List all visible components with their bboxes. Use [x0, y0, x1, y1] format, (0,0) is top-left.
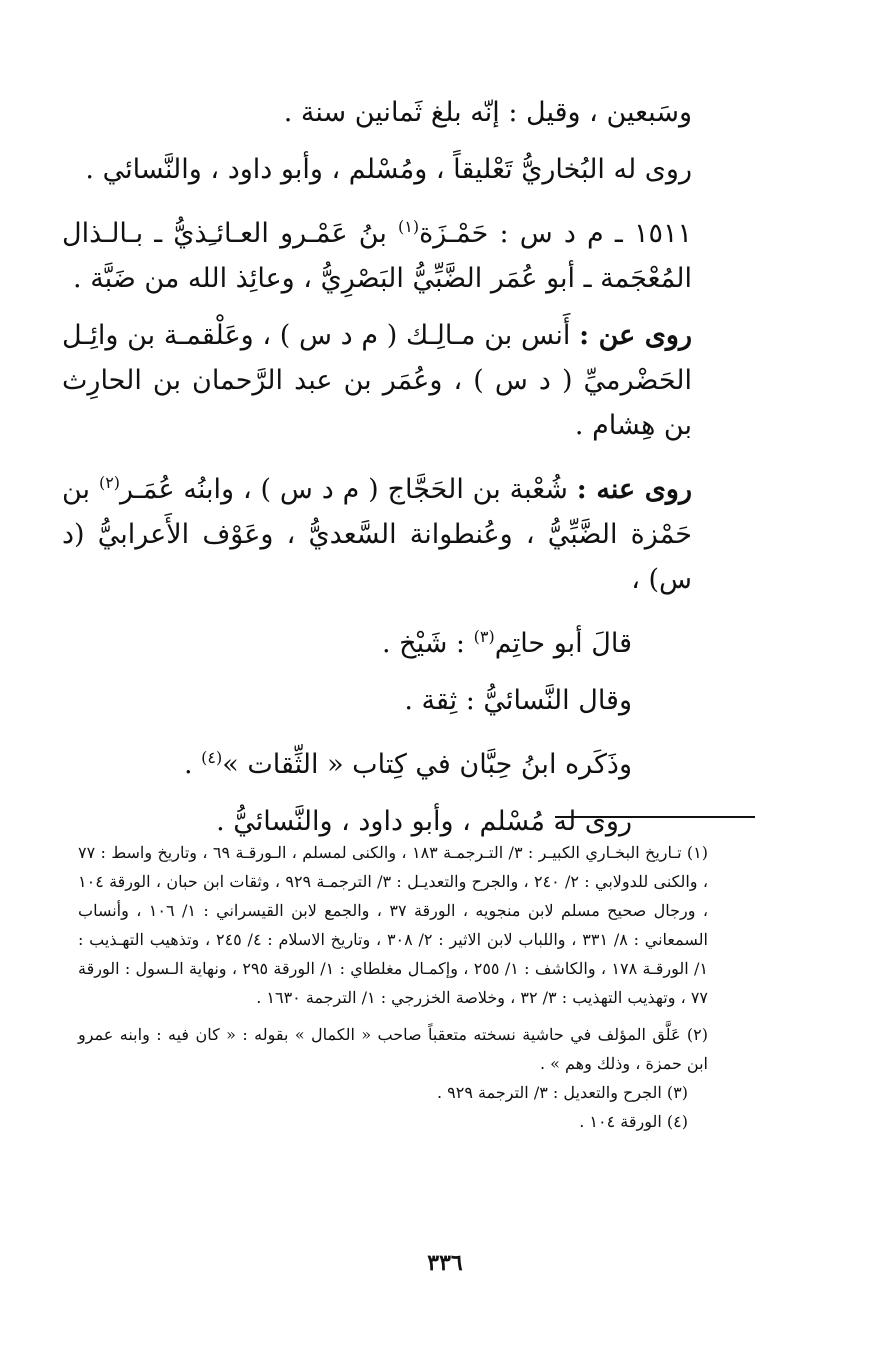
footnote-ref-3: (٣) [473, 627, 495, 646]
main-text [62, 90, 692, 844]
abu-hatim-line [62, 614, 692, 666]
ibn-hibban-text: وذَكَره ابنُ حِبَّان في كِتاب « الثِّقات » [222, 749, 632, 780]
footnote-ref-4: (٤) [201, 748, 223, 767]
abu-hatim-text: قالَ أبو حاتِم [494, 628, 632, 659]
footnote-3: (٣) الجرح والتعديل : ٣/ الترجمة ٩٢٩ . [437, 1083, 688, 1102]
footnotes [78, 838, 708, 1136]
narrated-by-him-rest: بن حَمْزة الضَّبِّيُّ ، وعُنطوانة السَّعديُّ ، وعَوْف الأَعرابيُّ (د س) ، [62, 474, 692, 595]
footnote-1: (١) تـاريخ البخـاري الكبيـر : ٣/ التـرجمـة ١٨٣ ، والكنى لمسلم ، الـورقـة ٦٩ ، وتاريخ واسط : ٧٧ ، والكنى للدولابي : ٢/ ٢٤٠ ، والجرح والتعديـل : ٣/ الترجمـة ٩٢٩ ، وثقات ابن حبان ، الورقة ١٠٤ ، ورجال صحيح مسلم لابن منجويه ، الورقة ٣٧ ، والجمع لابن القيسراني : ١/ ١٠٦ ، وأنساب السمعاني : ٨/ ٣٣١ ، واللباب لابن الاثير : ٢/ ٣٠٨ ، وتاريخ الاسلام : ٤/ ٢٤٥ ، وتذهيب التهـذيب : ١/ الورقـة ١٧٨ ، والكاشف : ١/ ٢٥٥ ، وإكمـال مغلطاي : ١/ الورقة ٢٩٥ ، ونهاية الـسول : الورقة ٧٧ ، وتهذيب التهذيب : ٣/ ٣٢ ، وخلاصة الخزرجي : ١/ الترجمة ١٦٣٠ . [78, 843, 709, 1007]
intro-line: وسَبعين ، وقيل : إنّه بلغ ثَمانين سنة . [283, 97, 692, 128]
narrated-from-paragraph [62, 313, 692, 448]
abu-hatim-rest: : شَيْخ . [381, 628, 474, 659]
narrated-by-line: روى له البُخاريُّ تَعْليقاً ، ومُسْلم ، وأبو داود ، والنَّسائي . [85, 154, 692, 185]
narrated-by-him-text: شُعْبة بن الحَجَّاج ( م د س ) ، وابنُه عُمَـر [120, 474, 577, 505]
narrated-from-label: روى عن : [579, 320, 692, 351]
page-number: ٣٣٦ [427, 1250, 463, 1276]
nasai-line: وقال النَّسائيُّ : ثِقة . [404, 685, 632, 716]
footnote-2: (٢) عَلَّق المؤلف في حاشية نسخته متعقباً صاحب « الكمال » بقوله : « كان فيه : وابنه عمرو ابن حمزة ، وذلك وهم » . [78, 1025, 708, 1073]
footnote-ref-1: (١) [398, 217, 420, 236]
narrated-by-him-label: روى عنه : [576, 474, 692, 505]
ibn-hibban-rest: . [183, 749, 202, 780]
footnote-ref-2: (٢) [98, 473, 121, 492]
entry-heading [62, 204, 692, 301]
footnote-4: (٤) الورقة ١٠٤ . [579, 1112, 688, 1131]
narrated-by-line-2: روى له مُسْلم ، وأبو داود ، والنَّسائيُّ . [216, 806, 632, 837]
narrated-from-text: أَنس بن مـالِـك ( م د س ) ، وعَلْقمـة بن وائِـل الحَضْرميِّ ( د س ) ، وعُمَر بن عبد الرَّحمان بن الحارِث بن هِشام . [62, 320, 692, 441]
ibn-hibban-line [62, 735, 692, 787]
entry-heading-rest: بنُ عَمْـرو العـائـِذيُّ ـ بـالـذال المُعْجَمة ـ أبو عُمَر الضَّبِّيُّ البَصْرِيُّ ، وعائِذ الله من ضَبَّة . [62, 218, 692, 294]
entry-heading-text: ١٥١١ ـ م د س : حَمْـزَة [419, 218, 692, 249]
narrated-by-him-paragraph [62, 460, 692, 602]
footnote-divider [555, 816, 755, 818]
